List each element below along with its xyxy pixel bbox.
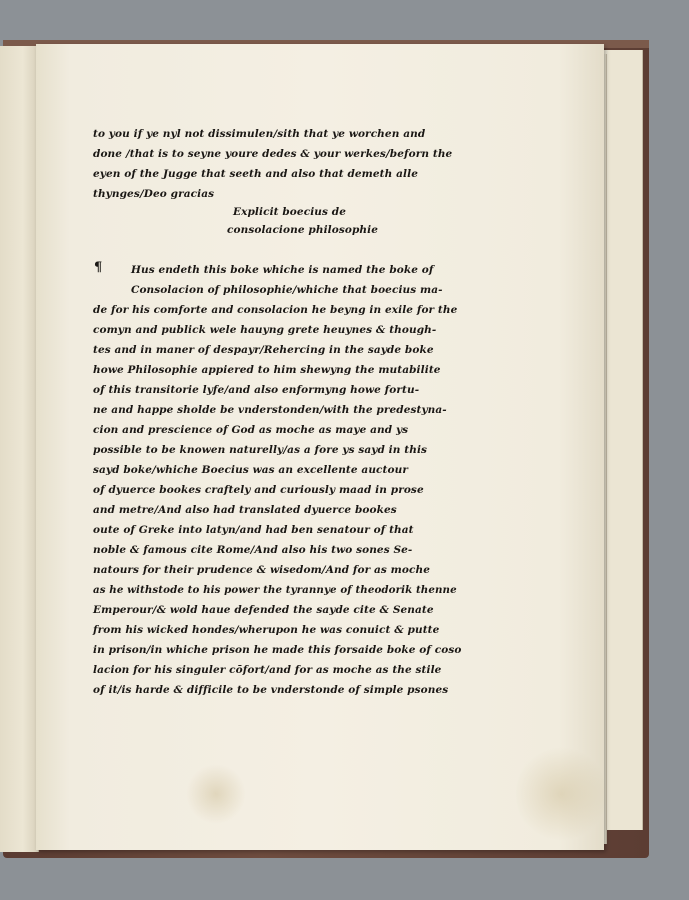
text-line: Hus endeth this boke whiche is named the boke of: [131, 264, 434, 276]
explicit-line: Explicit boecius de: [233, 206, 347, 218]
text-line: noble & famous cite Rome/And also his two sones Se-: [93, 544, 413, 556]
text-line: as he withstode to his power the tyrannye of theodorik thenne: [93, 584, 457, 596]
text-line: thynges/Deo gracias: [93, 188, 215, 200]
text-line: Emperour/& wold haue defended the sayde cite & Senate: [93, 604, 434, 616]
text-line: oute of Greke into latyn/and had ben senatour of that: [93, 524, 414, 536]
text-line: of this transitorie lyfe/and also enformyng howe fortu-: [93, 384, 420, 396]
text-line: cion and prescience of God as moche as maye and ys: [93, 424, 409, 436]
text-line: done /that is to seyne youre dedes & your werkes/beforn the: [93, 148, 453, 160]
text-line: natours for their prudence & wisedom/And for as moche: [93, 564, 430, 576]
explicit-line: consolacione philosophie: [227, 224, 379, 236]
foxing-stain: [186, 764, 246, 824]
foxing-stain: [516, 744, 606, 844]
text-line: eyen of the Jugge that seeth and also that demeth alle: [93, 168, 418, 180]
text-line: and metre/And also had translated dyuerce bookes: [93, 504, 397, 516]
text-line: lacion for his singuler cōfort/and for as moche as the stile: [93, 664, 442, 676]
text-line: ne and happe sholde be vnderstonden/with the predestyna-: [93, 404, 447, 416]
text-line: Consolacion of philosophie/whiche that boecius ma-: [131, 284, 443, 296]
text-line: of dyuerce bookes craftely and curiously maad in prose: [93, 484, 424, 496]
text-line: to you if ye nyl not dissimulen/sith that ye worchen and: [93, 128, 426, 140]
text-line: de for his comforte and consolacion he beyng in exile for the: [93, 304, 458, 316]
text-line: in prison/in whiche prison he made this forsaide boke of coso: [93, 644, 462, 656]
text-line: from his wicked hondes/wherupon he was conuict & putte: [93, 624, 440, 636]
text-line: sayd boke/whiche Boecius was an excellente auctour: [93, 464, 408, 476]
text-line: of it/is harde & difficile to be vnderstonde of simple psones: [93, 684, 449, 696]
left-page-edge: [0, 46, 39, 852]
text-line: tes and in maner of despayr/Rehercing in the sayde boke: [93, 344, 434, 356]
text-line: howe Philosophie appiered to him shewyng the mutabilite: [93, 364, 441, 376]
text-line: comyn and publick wele hauyng grete heuynes & though-: [93, 324, 437, 336]
paragraph-mark: ¶: [94, 260, 103, 275]
text-line: possible to be knowen naturelly/as a fore ys sayd in this: [93, 444, 428, 456]
